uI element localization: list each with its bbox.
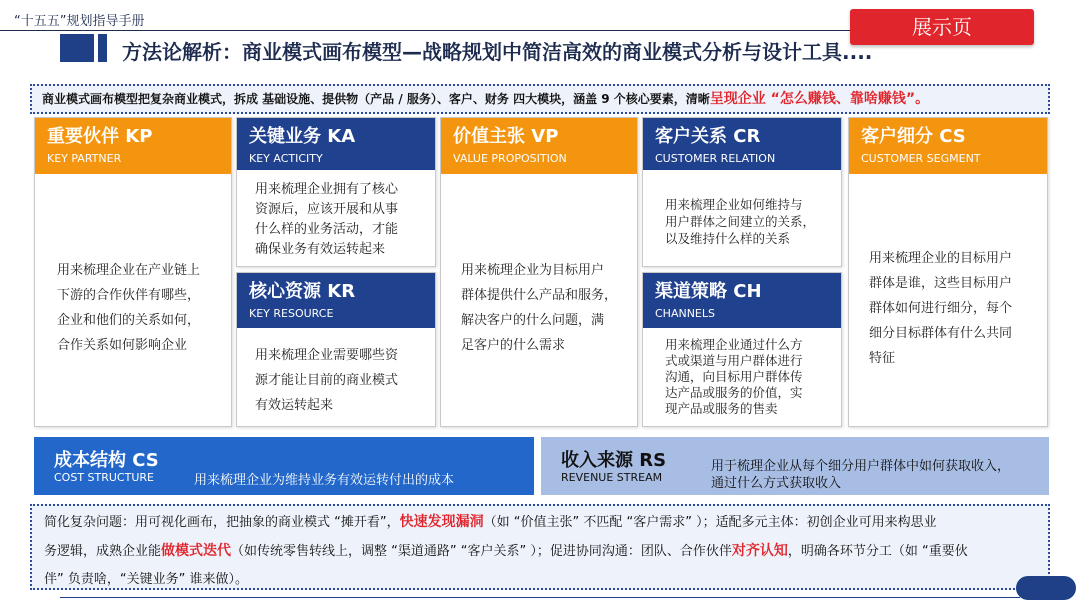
key-activity-desc — [255, 180, 398, 260]
value-proposition-subtitle: VALUE PROPOSITION — [453, 152, 567, 165]
show-page-button[interactable]: 展示页 — [850, 9, 1034, 45]
revenue-stream-bar — [541, 437, 1049, 495]
cost-structure-desc: 用来梳理企业为维持业务有效运转付出的成本 — [194, 473, 455, 488]
desc-line: 用来梳理企业拥有了核心 — [255, 182, 399, 197]
desc-line: 解决客户的什么问题，满 — [461, 313, 605, 328]
customer-segment-subtitle: CUSTOMER SEGMENT — [861, 152, 981, 165]
document-title: “十五五”规划指导手册 — [14, 14, 145, 29]
desc-line: 沟通，向目标用户群体传 — [665, 369, 803, 384]
key-partner-header — [35, 118, 231, 174]
value-proposition-title: 价值主张 VP — [453, 126, 559, 147]
desc-line: 资源后，应该开展和从事 — [255, 202, 399, 217]
customer-segment-title: 客户细分 CS — [861, 126, 966, 147]
desc-line: 细分目标群体有什么共同 — [869, 326, 1013, 341]
value-proposition-desc — [461, 258, 617, 358]
customer-relation-desc — [665, 196, 815, 247]
desc-line: 用户群体之间建立的关系， — [665, 214, 816, 229]
card-value-proposition — [440, 117, 638, 427]
key-activity-subtitle: KEY ACTICITY — [249, 152, 323, 165]
desc-line: 特征 — [869, 351, 896, 366]
desc-line: 用来梳理企业需要哪些资 — [255, 348, 399, 363]
card-customer-relation — [642, 117, 842, 267]
value-proposition-header — [441, 118, 637, 174]
card-customer-segment — [848, 117, 1048, 427]
footer-divider — [60, 597, 1020, 598]
desc-line: 源才能让目前的商业模式 — [255, 373, 399, 388]
cost-structure-subtitle: COST STRUCTURE — [54, 471, 154, 484]
customer-relation-header — [643, 118, 841, 170]
desc-line: 式或渠道与用户群体进行 — [665, 353, 803, 368]
desc-line: 通过什么方式获取收入 — [711, 476, 842, 491]
revenue-stream-desc — [711, 458, 1010, 492]
summary-text: （如传统零售转线上，调整 “渠道通路” “客户关系” ）；促进协同沟通：团队、合作伙伴 — [231, 544, 732, 559]
key-resource-header — [237, 273, 435, 328]
customer-segment-header — [849, 118, 1047, 174]
customer-relation-title: 客户关系 CR — [655, 126, 761, 147]
customer-relation-subtitle: CUSTOMER RELATION — [655, 152, 776, 165]
revenue-stream-subtitle: REVENUE STREAM — [561, 471, 663, 484]
page-title: 方法论解析：商业模式画布模型—战略规划中简洁高效的商业模式分析与设计工具.... — [122, 40, 873, 64]
card-key-resource — [236, 272, 436, 427]
key-resource-desc — [255, 343, 398, 418]
cost-structure-title: 成本结构 CS — [54, 450, 159, 471]
desc-line: 达产品或服务的价值，实 — [665, 385, 803, 400]
key-resource-title: 核心资源 KR — [249, 281, 356, 302]
summary-box — [30, 504, 1050, 590]
desc-line: 群体是谁，这些目标用户 — [869, 276, 1013, 291]
summary-text: ，明确各环节分工（如 “重要伙 — [787, 544, 968, 559]
intro-box — [30, 84, 1050, 114]
key-activity-header — [237, 118, 435, 170]
channels-header — [643, 273, 841, 328]
key-partner-title: 重要伙伴 KP — [47, 126, 153, 147]
desc-line: 什么样的业务活动，才能 — [255, 222, 399, 237]
desc-line: 下游的合作伙伴有哪些， — [57, 288, 201, 303]
summary-text: 务逻辑，成熟企业能 — [44, 544, 162, 559]
card-channels — [642, 272, 842, 427]
summary-text: （如 “价值主张” 不匹配 “客户需求” ）；适配多元主体：初创企业可用来构思业 — [483, 515, 937, 530]
summary-highlight: 做模式迭代 — [161, 543, 232, 559]
key-activity-title: 关键业务 KA — [249, 126, 356, 147]
customer-segment-desc — [869, 246, 1012, 371]
desc-line: 用来梳理企业如何维持与 — [665, 197, 803, 212]
cost-structure-bar — [34, 437, 534, 495]
summary-text: 简化复杂问题：用可视化画布，把抽象的商业模式 “摊开看”， — [44, 515, 400, 530]
title-marker-block — [60, 34, 94, 62]
summary-highlight: 快速发现漏洞 — [399, 514, 484, 530]
desc-line: 确保业务有效运转起来 — [255, 242, 386, 257]
title-marker-bar — [98, 34, 107, 62]
intro-highlight: 呈现企业 “怎么赚钱、靠啥赚钱”。 — [709, 91, 930, 107]
desc-line: 群体如何进行细分，每个 — [869, 301, 1013, 316]
channels-desc — [665, 337, 803, 417]
channels-title: 渠道策略 CH — [655, 281, 762, 302]
desc-line: 群体提供什么产品和服务， — [461, 288, 618, 303]
key-partner-desc — [57, 258, 200, 358]
desc-line: 现产品或服务的售卖 — [665, 401, 778, 416]
desc-line: 用来梳理企业在产业链上 — [57, 263, 201, 278]
desc-line: 用来梳理企业通过什么方 — [665, 337, 803, 352]
summary-highlight: 对齐认知 — [731, 543, 788, 559]
key-resource-subtitle: KEY RESOURCE — [249, 307, 334, 320]
page-number-badge — [1016, 576, 1076, 600]
desc-line: 用于梳理企业从每个细分用户群体中如何获取收入， — [711, 459, 1011, 474]
channels-subtitle: CHANNELS — [655, 307, 715, 320]
revenue-stream-title: 收入来源 RS — [561, 450, 667, 471]
desc-line: 以及维持什么样的关系 — [665, 231, 791, 246]
summary-text: 伴” 负责啥，“关键业务” 谁来做）。 — [44, 572, 248, 587]
desc-line: 用来梳理企业的目标用户 — [869, 251, 1013, 266]
key-partner-subtitle: KEY PARTNER — [47, 152, 122, 165]
card-key-partner — [34, 117, 232, 427]
card-key-activity — [236, 117, 436, 267]
intro-text: 商业模式画布模型把复杂商业模式，拆成 基础设施、提供物（产品 / 服务）、客户、财务 四大模块，涵盖 9 个核心要素，清晰 — [42, 92, 710, 106]
desc-line: 有效运转起来 — [255, 398, 334, 413]
desc-line: 合作关系如何影响企业 — [57, 338, 188, 353]
desc-line: 足客户的什么需求 — [461, 338, 566, 353]
top-divider — [0, 30, 860, 31]
desc-line: 用来梳理企业为目标用户 — [461, 263, 605, 278]
desc-line: 企业和他们的关系如何， — [57, 313, 201, 328]
